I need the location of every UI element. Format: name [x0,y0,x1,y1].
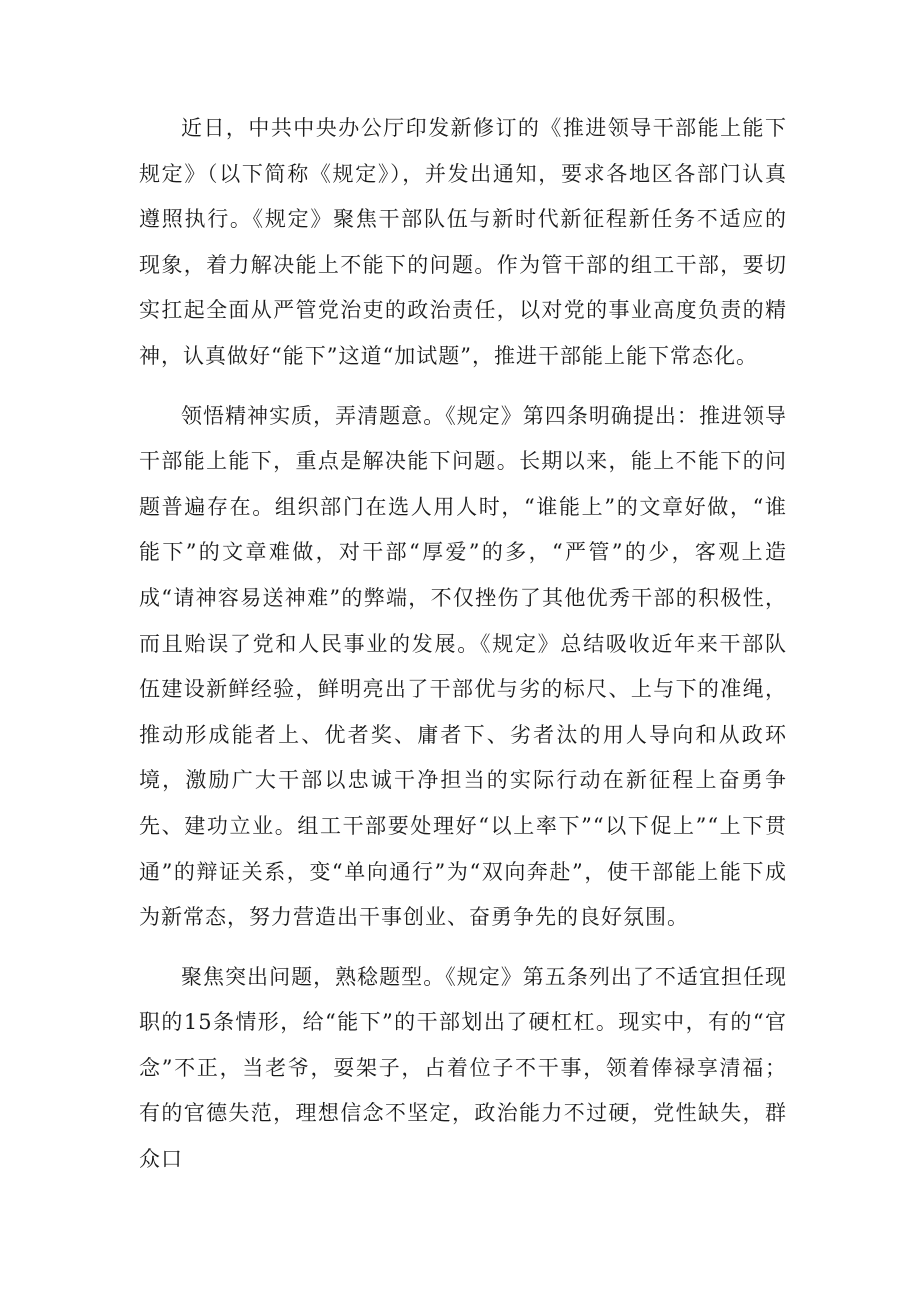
article-body [139,106,787,1197]
paragraph-intro: 近日，中共中央办公厅印发新修订的《推进领导干部能上能下规定》（以下简称《规定》），并发出通知，要求各地区各部门认真遵照执行。《规定》聚焦干部队伍与新时代新征程新任务不适应的现象，着力解决能上不能下的问题。作为管干部的组工干部，要切实扛起全面从严管党治吏的政治责任，以对党的事业高度负责的精神，认真做好“能下”这道“加试题”，推进干部能上能下常态化。 [139,116,787,368]
paragraph-problems: 聚焦突出问题，熟稔题型。《规定》第五条列出了不适宜担任现职的15条情形，给“能下”的干部划出了硬杠杠。现实中，有的“官念”不正，当老爷，耍架子，占着位子不干事，领着俸禄享清福；有的官德失范，理想信念不坚定，政治能力不过硬，党性缺失，群众口 [139,964,787,1172]
paragraph-spirit: 领悟精神实质，弄清题意。《规定》第四条明确提出：推进领导干部能上能下，重点是解决能下问题。长期以来，能上不能下的问题普遍存在。组织部门在选人用人时，“谁能上”的文章好做，“谁能下”的文章难做，对干部“厚爱”的多，“严管”的少，客观上造成“请神容易送神难”的弊端，不仅挫伤了其他优秀干部的积极性，而且贻误了党和人民事业的发展。《规定》总结吸收近年来干部队伍建设新鲜经验，鲜明亮出了干部优与劣的标尺、上与下的准绳，推动形成能者上、优者奖、庸者下、劣者汰的用人导向和从政环境，激励广大干部以忠诚干净担当的实际行动在新征程上奋勇争先、建功立业。组工干部要处理好“以上率下”“以下促上”“上下贯通”的辩证关系，变“单向通行”为“双向奔赴”，使干部能上能下成为新常态，努力营造出干事创业、奋勇争先的良好氛围。 [139,403,787,930]
